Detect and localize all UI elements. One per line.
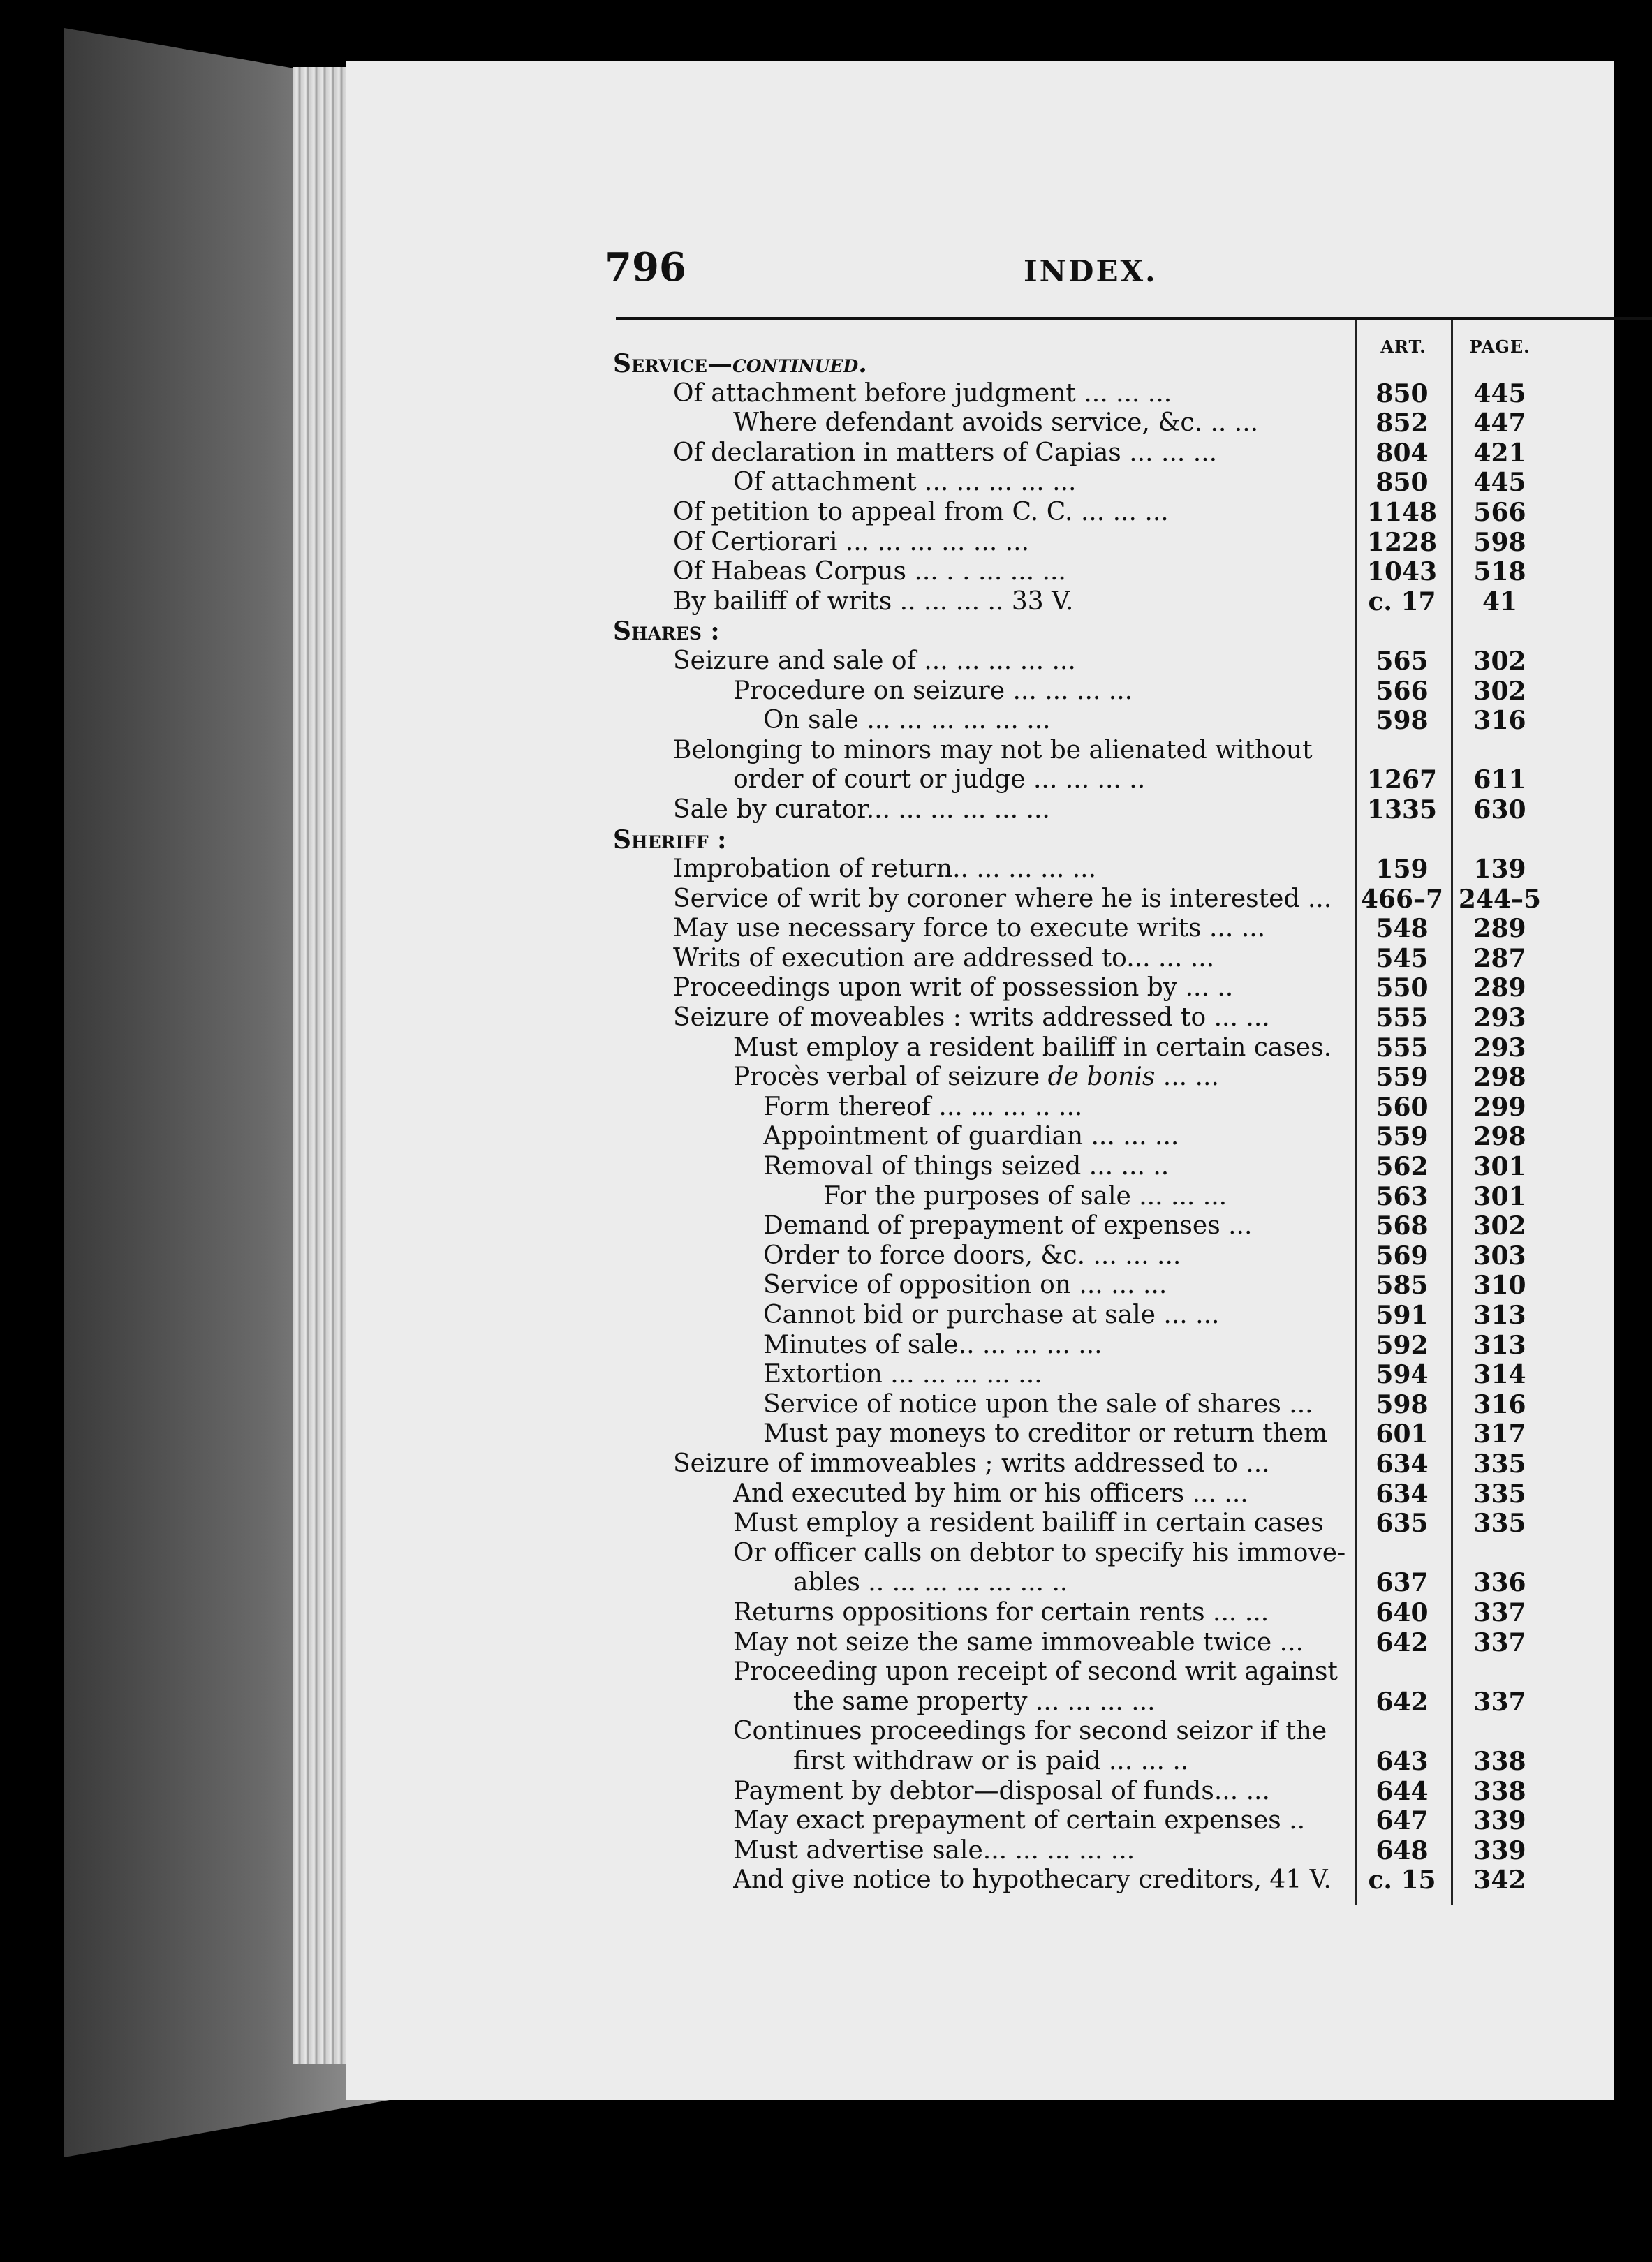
entry-page: 339 xyxy=(1473,1806,1526,1836)
entry-page: 316 xyxy=(1473,706,1526,736)
entry-text xyxy=(733,1806,1353,1836)
entry-text xyxy=(793,1687,1353,1717)
entry-text-main: Removal of things seized ... ... .. xyxy=(763,1152,1170,1181)
entry-text xyxy=(763,1390,1353,1420)
index-entry xyxy=(613,1390,1652,1420)
entry-text xyxy=(673,973,1353,1003)
entry-page: 301 xyxy=(1473,1181,1526,1211)
entry-text xyxy=(763,1331,1353,1361)
index-entry xyxy=(613,914,1652,944)
header-rule xyxy=(616,317,1652,320)
entry-article: 642 xyxy=(1376,1687,1429,1717)
entry-article: 635 xyxy=(1376,1509,1429,1539)
entry-text xyxy=(733,1777,1353,1807)
entry-text xyxy=(823,1182,1353,1212)
entry-text-main: Of petition to appeal from C. C. ... ... ... xyxy=(673,497,1169,526)
entry-text-main: And give notice to hypothecary creditors, 41 V. xyxy=(733,1865,1332,1895)
entry-text-main: Seizure of immoveables ; writs addressed to ... xyxy=(673,1449,1270,1478)
entry-page: 445 xyxy=(1473,468,1526,498)
entry-text-main: Of Habeas Corpus ... . . ... ... ... xyxy=(673,557,1066,586)
index-entry xyxy=(613,706,1652,736)
entry-page: 313 xyxy=(1473,1301,1526,1330)
entry-text xyxy=(763,1093,1353,1123)
index-entry xyxy=(613,1836,1652,1866)
entry-text xyxy=(733,1063,1353,1093)
index-entry xyxy=(613,1152,1652,1182)
entry-text-main: For the purposes of sale ... ... ... xyxy=(823,1181,1227,1211)
index-entry xyxy=(613,677,1652,707)
entry-article: 598 xyxy=(1376,1389,1429,1419)
index-entries xyxy=(613,349,1652,1895)
index-entry xyxy=(613,1211,1652,1241)
entry-page: 289 xyxy=(1473,914,1526,944)
entry-text xyxy=(673,944,1353,974)
column-header-page: PAGE. xyxy=(1469,337,1531,357)
book-page xyxy=(346,61,1614,2100)
entry-text xyxy=(733,1509,1353,1539)
entry-page: 335 xyxy=(1473,1479,1526,1509)
entry-page: 139 xyxy=(1473,855,1526,885)
entry-text xyxy=(673,646,1353,677)
entry-article: 601 xyxy=(1376,1419,1429,1449)
entry-text-main: Sale by curator... ... ... ... ... ... xyxy=(673,794,1050,824)
entry-text xyxy=(763,1122,1353,1152)
index-entry xyxy=(613,1568,1652,1598)
entry-text-main: Must employ a resident bailiff in certain cases. xyxy=(733,1033,1332,1062)
index-entry xyxy=(613,1479,1652,1509)
entry-page: 41 xyxy=(1482,586,1518,616)
entry-article: 850 xyxy=(1376,378,1429,408)
entry-article: 1043 xyxy=(1366,557,1438,587)
entry-article: 591 xyxy=(1376,1301,1429,1330)
entry-text-main: Proceeding upon receipt of second writ against xyxy=(733,1657,1338,1687)
entry-text-main: May not seize the same immoveable twice ... xyxy=(733,1627,1304,1657)
entry-article: 804 xyxy=(1376,438,1429,468)
entry-page: 316 xyxy=(1473,1389,1526,1419)
index-entry xyxy=(613,1777,1652,1807)
entry-text-main: Must advertise sale... ... ... ... ... xyxy=(733,1835,1135,1865)
index-entry xyxy=(613,557,1652,587)
entry-page: 302 xyxy=(1473,646,1526,676)
entry-text xyxy=(673,855,1353,885)
entry-page: 337 xyxy=(1473,1597,1526,1627)
entry-text-main: Appointment of guardian ... ... ... xyxy=(763,1122,1179,1151)
entry-page: 335 xyxy=(1473,1509,1526,1539)
entry-page: 298 xyxy=(1473,1122,1526,1152)
entry-article: 1267 xyxy=(1366,765,1438,795)
entry-page: 299 xyxy=(1473,1092,1526,1122)
entry-article: 562 xyxy=(1376,1152,1429,1182)
index-entry xyxy=(613,795,1652,825)
entry-text xyxy=(673,885,1353,915)
entry-text xyxy=(613,616,1353,646)
entry-text xyxy=(763,1419,1353,1449)
entry-text xyxy=(613,825,1353,855)
column-header-art: ART. xyxy=(1380,337,1426,357)
entry-text xyxy=(673,498,1353,528)
entry-page: 338 xyxy=(1473,1776,1526,1806)
entry-page: 630 xyxy=(1473,794,1526,825)
index-entry xyxy=(613,1806,1652,1836)
entry-text xyxy=(733,1657,1353,1687)
entry-text-main: Or officer calls on debtor to specify his immove- xyxy=(733,1538,1346,1567)
index-entry xyxy=(613,765,1652,795)
entry-text-main: May use necessary force to execute writs ... ... xyxy=(673,914,1266,943)
index-entry xyxy=(613,855,1652,885)
entry-page: 310 xyxy=(1473,1271,1526,1301)
entry-page: 303 xyxy=(1473,1241,1526,1271)
running-head-title: INDEX. xyxy=(1024,254,1158,288)
index-entry xyxy=(613,438,1652,468)
entry-page: 566 xyxy=(1473,497,1526,527)
entry-text xyxy=(763,1241,1353,1271)
entry-text xyxy=(673,1449,1353,1479)
entry-page: 611 xyxy=(1473,765,1526,795)
entry-article: 560 xyxy=(1376,1092,1429,1122)
index-entry xyxy=(613,1539,1652,1569)
entry-text-main: Minutes of sale.. ... ... ... ... xyxy=(763,1330,1102,1359)
index-heading xyxy=(613,616,1652,646)
index-entry xyxy=(613,1122,1652,1152)
page-leaves xyxy=(293,67,349,2064)
index-entry xyxy=(613,1360,1652,1390)
entry-page: 447 xyxy=(1473,408,1526,438)
entry-text-main: Procedure on seizure ... ... ... ... xyxy=(733,676,1133,705)
entry-page: 301 xyxy=(1473,1152,1526,1182)
entry-text-main: Procès verbal of seizure xyxy=(733,1063,1048,1092)
index-entry xyxy=(613,1271,1652,1301)
entry-article: 648 xyxy=(1376,1835,1429,1865)
entry-text-main: Shares : xyxy=(613,616,720,646)
entry-page: 244–5 xyxy=(1458,884,1542,914)
index-entry xyxy=(613,1598,1652,1628)
entry-page: 313 xyxy=(1473,1330,1526,1360)
entry-text-main: Proceedings upon writ of possession by ... .. xyxy=(673,973,1234,1003)
entry-article: 852 xyxy=(1376,408,1429,438)
entry-text-main: Demand of prepayment of expenses ... xyxy=(763,1211,1253,1241)
entry-article: 644 xyxy=(1376,1776,1429,1806)
entry-text-main: Seizure of moveables : writs addressed to ... ... xyxy=(673,1003,1270,1033)
entry-article: 466–7 xyxy=(1360,884,1444,914)
entry-text-main: Form thereof ... ... ... .. ... xyxy=(763,1092,1083,1121)
entry-page: 293 xyxy=(1473,1003,1526,1033)
index-entry xyxy=(613,1747,1652,1777)
entry-text-main: Payment by debtor—disposal of funds... ... xyxy=(733,1776,1270,1805)
entry-text-main: Seizure and sale of ... ... ... ... ... xyxy=(673,646,1076,675)
entry-page: 598 xyxy=(1473,527,1526,557)
entry-text xyxy=(733,1598,1353,1628)
entry-page: 317 xyxy=(1473,1419,1526,1449)
entry-text-main: Service of notice upon the sale of shares ... xyxy=(763,1389,1313,1419)
index-entry xyxy=(613,973,1652,1003)
entry-text-main: ables .. ... ... ... ... ... .. xyxy=(793,1568,1068,1597)
entry-text xyxy=(673,379,1353,409)
index-entry xyxy=(613,944,1652,974)
entry-article: 559 xyxy=(1376,1122,1429,1152)
entry-article: 637 xyxy=(1376,1568,1429,1598)
index-entry xyxy=(613,528,1652,558)
entry-article: 568 xyxy=(1376,1211,1429,1241)
entry-page: 337 xyxy=(1473,1687,1526,1717)
entry-article: 585 xyxy=(1376,1271,1429,1301)
entry-page: 337 xyxy=(1473,1627,1526,1657)
entry-article: 594 xyxy=(1376,1360,1429,1390)
entry-article: 566 xyxy=(1376,676,1429,706)
entry-text xyxy=(673,1003,1353,1033)
entry-text xyxy=(763,1301,1353,1331)
entry-text-main: Service of writ by coroner where he is interested ... xyxy=(673,884,1332,913)
entry-text xyxy=(733,765,1353,795)
entry-text-main: Order to force doors, &c. ... ... ... xyxy=(763,1241,1181,1270)
entry-article: 1228 xyxy=(1366,527,1438,557)
entry-text xyxy=(733,1836,1353,1866)
entry-page: 336 xyxy=(1473,1568,1526,1598)
entry-text-main: By bailiff of writs .. ... ... .. 33 V. xyxy=(673,586,1074,616)
entry-page: 445 xyxy=(1473,378,1526,408)
entry-text xyxy=(763,1211,1353,1241)
entry-article: 634 xyxy=(1376,1479,1429,1509)
entry-text-main: Of attachment before judgment ... ... ... xyxy=(673,378,1172,408)
entry-page: 287 xyxy=(1473,943,1526,973)
entry-text-main: the same property ... ... ... ... xyxy=(793,1687,1156,1716)
entry-text xyxy=(733,1717,1353,1747)
entry-article: 559 xyxy=(1376,1063,1429,1093)
entry-page: 302 xyxy=(1473,1211,1526,1241)
entry-text xyxy=(733,1033,1353,1063)
entry-text xyxy=(763,1152,1353,1182)
entry-text xyxy=(763,1360,1353,1390)
entry-article: 647 xyxy=(1376,1806,1429,1836)
entry-article: 592 xyxy=(1376,1330,1429,1360)
index-entry xyxy=(613,1033,1652,1063)
entry-text xyxy=(673,557,1353,587)
index-heading xyxy=(613,349,1652,379)
index-entry xyxy=(613,587,1652,617)
entry-text-main: Improbation of return.. ... ... ... ... xyxy=(673,855,1097,884)
entry-text xyxy=(673,914,1353,944)
entry-page: 298 xyxy=(1473,1063,1526,1093)
entry-text-main: Service— xyxy=(613,349,732,378)
entry-text-main: And executed by him or his officers ... ... xyxy=(733,1479,1248,1508)
index-entry xyxy=(613,1301,1652,1331)
entry-article: 634 xyxy=(1376,1449,1429,1479)
entry-text-main: Must employ a resident bailiff in certain cases xyxy=(733,1509,1324,1538)
entry-text xyxy=(733,1865,1353,1895)
index-entry xyxy=(613,1331,1652,1361)
index-entry xyxy=(613,1509,1652,1539)
entry-text-main: Must pay moneys to creditor or return them xyxy=(763,1419,1328,1449)
entry-article: 642 xyxy=(1376,1627,1429,1657)
index-entry xyxy=(613,1003,1652,1033)
entry-text xyxy=(733,408,1353,438)
entry-article: 555 xyxy=(1376,1033,1429,1063)
entry-text xyxy=(613,349,1353,379)
entry-text-main: Of Certiorari ... ... ... ... ... ... xyxy=(673,527,1030,556)
entry-text-main: Of declaration in matters of Capias ... ... ... xyxy=(673,438,1218,467)
index-entry xyxy=(613,1449,1652,1479)
index-entry xyxy=(613,1628,1652,1658)
index-entry xyxy=(613,1182,1652,1212)
entry-text xyxy=(673,795,1353,825)
entry-text-main: Belonging to minors may not be alienated without xyxy=(673,735,1313,764)
entry-text xyxy=(763,706,1353,736)
index-entry xyxy=(613,646,1652,677)
index-entry xyxy=(613,1717,1652,1747)
entry-text xyxy=(793,1747,1353,1777)
index-entry xyxy=(613,1063,1652,1093)
index-entry xyxy=(613,1093,1652,1123)
entry-article: c. 15 xyxy=(1368,1865,1436,1895)
entry-text-italic: de bonis xyxy=(1047,1063,1156,1092)
page-header xyxy=(605,244,1467,311)
entry-text xyxy=(733,1628,1353,1658)
entry-text xyxy=(673,528,1353,558)
entry-article: 598 xyxy=(1376,706,1429,736)
index-entry xyxy=(613,1657,1652,1687)
entry-page: 302 xyxy=(1473,676,1526,706)
entry-text xyxy=(733,677,1353,707)
entry-text-main: first withdraw or is paid ... ... .. xyxy=(793,1746,1189,1775)
entry-article: 550 xyxy=(1376,973,1429,1003)
entry-article: 850 xyxy=(1376,468,1429,498)
entry-article: 548 xyxy=(1376,914,1429,944)
entry-article: 643 xyxy=(1376,1746,1429,1776)
index-entry xyxy=(613,1687,1652,1717)
index-entry xyxy=(613,379,1652,409)
entry-page: 335 xyxy=(1473,1449,1526,1479)
entry-article: 1335 xyxy=(1366,794,1438,825)
index-entry xyxy=(613,1865,1652,1895)
entry-text-main: Writs of execution are addressed to... ... ... xyxy=(673,943,1215,973)
entry-text xyxy=(673,736,1353,766)
entry-text-main: Sheriff : xyxy=(613,825,727,855)
entry-article: 555 xyxy=(1376,1003,1429,1033)
entry-text-main: On sale ... ... ... ... ... ... xyxy=(763,706,1051,735)
entry-page: 293 xyxy=(1473,1033,1526,1063)
entry-text-italic: continued. xyxy=(732,349,867,378)
entry-text xyxy=(763,1271,1353,1301)
index-entry xyxy=(613,1241,1652,1271)
index-entry xyxy=(613,885,1652,915)
entry-text xyxy=(673,438,1353,468)
index-entry xyxy=(613,468,1652,498)
entry-text xyxy=(673,587,1353,617)
entry-text-main: May exact prepayment of certain expenses .. xyxy=(733,1806,1306,1835)
entry-text-main: Service of opposition on ... ... ... xyxy=(763,1271,1167,1300)
entry-text-main: Of attachment ... ... ... ... ... xyxy=(733,468,1077,497)
entry-text-main: Returns oppositions for certain rents ... ... xyxy=(733,1597,1269,1627)
entry-text xyxy=(733,1479,1353,1509)
entry-page: 338 xyxy=(1473,1746,1526,1776)
entry-page: 518 xyxy=(1473,557,1526,587)
entry-text xyxy=(733,468,1353,498)
index-entry xyxy=(613,408,1652,438)
entry-text-main: Continues proceedings for second seizor if the xyxy=(733,1717,1327,1746)
entry-text-main: order of court or judge ... ... ... .. xyxy=(733,765,1146,794)
entry-article: 569 xyxy=(1376,1241,1429,1271)
entry-article: 563 xyxy=(1376,1181,1429,1211)
entry-article: 159 xyxy=(1376,855,1429,885)
page-number: 796 xyxy=(605,244,686,290)
entry-article: 640 xyxy=(1376,1597,1429,1627)
entry-page: 421 xyxy=(1473,438,1526,468)
entry-text-main: Where defendant avoids service, &c. .. ... xyxy=(733,408,1259,438)
index-entry xyxy=(613,498,1652,528)
index-entry xyxy=(613,1419,1652,1449)
entry-text xyxy=(793,1568,1353,1598)
entry-page: 314 xyxy=(1473,1360,1526,1390)
entry-article: 565 xyxy=(1376,646,1429,676)
entry-text-main: Cannot bid or purchase at sale ... ... xyxy=(763,1301,1220,1329)
index-heading xyxy=(613,825,1652,855)
entry-page: 339 xyxy=(1473,1835,1526,1865)
entry-article: 1148 xyxy=(1366,497,1438,527)
entry-page: 289 xyxy=(1473,973,1526,1003)
entry-article: 545 xyxy=(1376,943,1429,973)
entry-article: c. 17 xyxy=(1368,586,1436,616)
index-entry xyxy=(613,736,1652,766)
entry-text-main: Extortion ... ... ... ... ... xyxy=(763,1360,1042,1389)
entry-page: 342 xyxy=(1473,1865,1526,1895)
entry-text xyxy=(733,1539,1353,1569)
entry-text-after: ... ... xyxy=(1155,1063,1219,1092)
